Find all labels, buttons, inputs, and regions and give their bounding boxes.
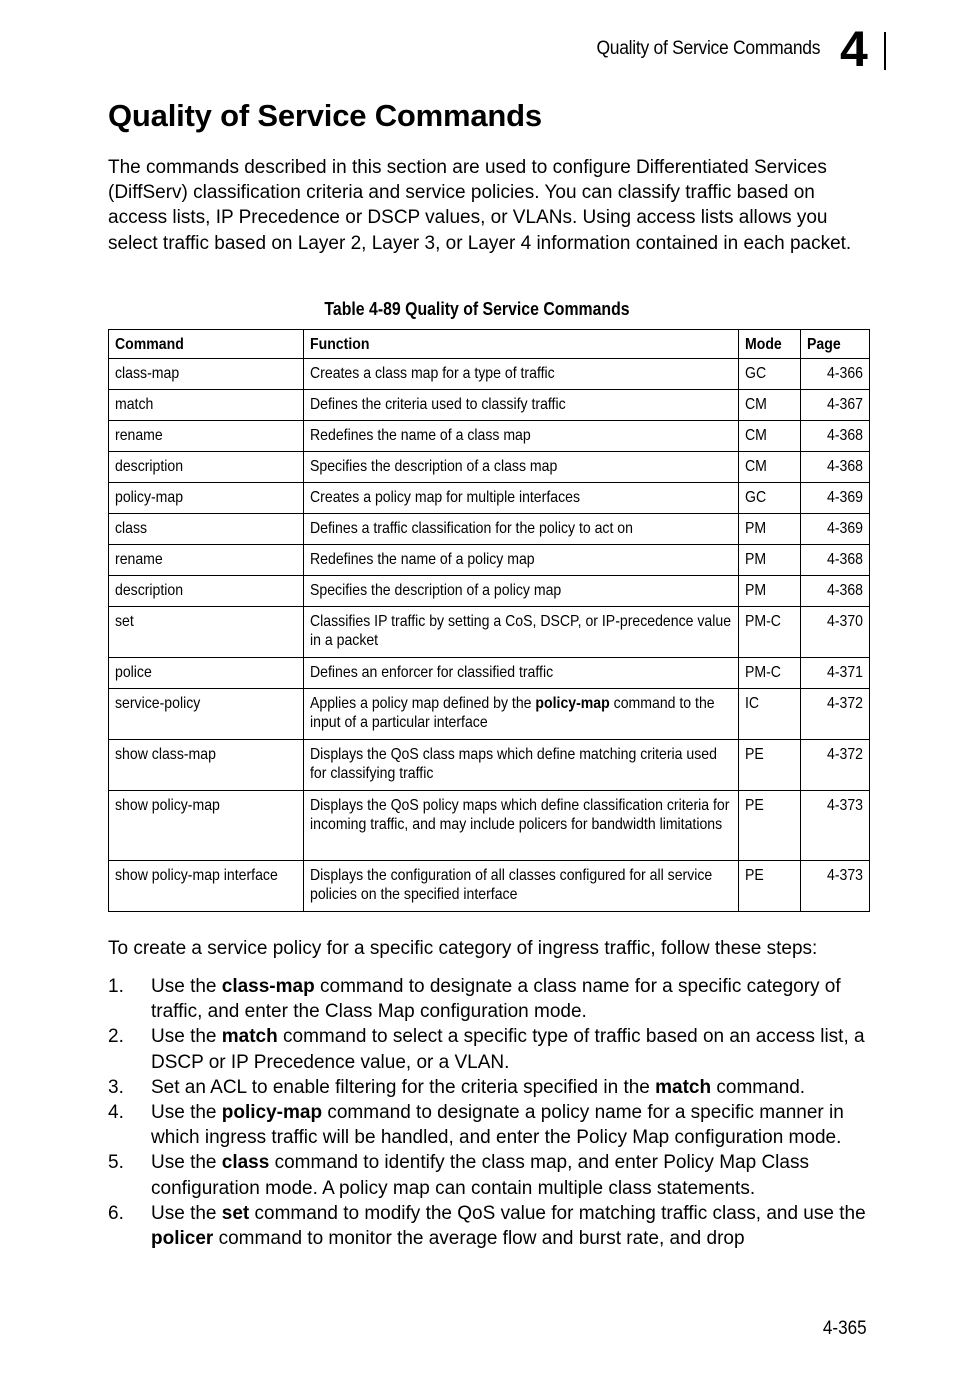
command-cell: set: [109, 607, 304, 658]
page-cell: 4-369: [801, 514, 870, 545]
page-number: 4-365: [823, 1318, 867, 1339]
command-keyword: set: [221, 1202, 250, 1224]
running-header-title: Quality of Service Commands: [596, 38, 820, 59]
table-header-row: [109, 330, 870, 359]
mode-cell: PE: [739, 791, 801, 861]
table-row: [109, 545, 870, 576]
step-text: command to monitor the average flow and burst rate, and drop: [213, 1228, 745, 1250]
command-keyword: policer: [151, 1228, 214, 1250]
command-cell: show class-map: [109, 740, 304, 791]
step-text: Use the: [151, 1152, 222, 1174]
command-cell: description: [109, 576, 304, 607]
table-row: [109, 689, 870, 740]
step-number: 4.: [108, 1102, 124, 1124]
chapter-number: 4: [840, 21, 868, 77]
table-body: [109, 359, 870, 912]
column-header-mode: Mode: [739, 330, 801, 359]
page-cell: 4-370: [801, 607, 870, 658]
function-cell: Displays the QoS policy maps which define classification criteria for incoming traffic, and may include policers for bandwidth limitations: [304, 791, 739, 861]
function-cell: Defines an enforcer for classified traffic: [304, 658, 739, 689]
command-cell: show policy-map: [109, 791, 304, 861]
qos-commands-table: [108, 329, 870, 912]
step-text: command.: [711, 1076, 806, 1098]
function-cell: Creates a class map for a type of traffic: [304, 359, 739, 390]
command-cell: rename: [109, 545, 304, 576]
step-text: command to modify the QoS value for matching traffic class, and use the: [249, 1202, 866, 1224]
page-cell: 4-368: [801, 545, 870, 576]
mode-cell: PE: [739, 861, 801, 912]
step-number: 6.: [108, 1202, 124, 1224]
page-cell: 4-368: [801, 421, 870, 452]
page-title: Quality of Service Commands: [108, 98, 542, 133]
command-cell: description: [109, 452, 304, 483]
mode-cell: CM: [739, 452, 801, 483]
function-cell: Classifies IP traffic by setting a CoS, DSCP, or IP-precedence value in a packet: [304, 607, 739, 658]
command-keyword: match: [655, 1076, 712, 1098]
command-keyword: class-map: [221, 976, 315, 997]
step-item: [108, 1075, 874, 1100]
step-text: Use the: [151, 1026, 222, 1048]
step-item: [108, 1201, 874, 1251]
mode-cell: GC: [739, 483, 801, 514]
page-cell: 4-367: [801, 390, 870, 421]
function-cell: Creates a policy map for multiple interfaces: [304, 483, 739, 514]
function-text: Applies a policy map defined by the: [310, 695, 536, 712]
page-cell: 4-366: [801, 359, 870, 390]
table-row: [109, 576, 870, 607]
command-cell: rename: [109, 421, 304, 452]
command-cell: service-policy: [109, 689, 304, 740]
mode-cell: PM-C: [739, 658, 801, 689]
step-number: 1.: [108, 976, 124, 997]
command-cell: show policy-map interface: [109, 861, 304, 912]
steps-intro: To create a service policy for a specific category of ingress traffic, follow these steps:: [108, 938, 818, 959]
command-keyword: policy-map: [535, 695, 610, 712]
mode-cell: PM-C: [739, 607, 801, 658]
column-header-function: Function: [304, 330, 739, 359]
step-text: command to designate a policy name for a specific manner in which ingress traffic will be handled, and enter the Policy Map configuration mode.: [151, 1102, 844, 1149]
chapter-tab: [838, 21, 886, 77]
command-cell: police: [109, 658, 304, 689]
mode-cell: PM: [739, 545, 801, 576]
table-caption: Table 4-89 Quality of Service Commands: [324, 299, 630, 319]
mode-cell: GC: [739, 359, 801, 390]
command-cell: class-map: [109, 359, 304, 390]
function-cell: [304, 689, 739, 740]
column-header-command: Command: [109, 330, 304, 359]
table-row: [109, 658, 870, 689]
table-row: [109, 359, 870, 390]
command-keyword: class: [221, 1152, 270, 1174]
step-text: Set an ACL to enable filtering for the criteria specified in the: [151, 1076, 656, 1098]
table-row: [109, 452, 870, 483]
function-cell: Defines the criteria used to classify traffic: [304, 390, 739, 421]
page-cell: 4-373: [801, 791, 870, 861]
table-row: [109, 514, 870, 545]
step-text: Use the: [151, 1202, 222, 1224]
function-cell: Redefines the name of a class map: [304, 421, 739, 452]
step-item: [108, 1100, 874, 1150]
function-text: command to the input of a particular interface: [310, 695, 715, 731]
mode-cell: IC: [739, 689, 801, 740]
function-cell: Specifies the description of a policy map: [304, 576, 739, 607]
table-row: [109, 483, 870, 514]
intro-paragraph: The commands described in this section are used to configure Differentiated Services (DiffServ) classification criteria and service policies. You can classify traffic based on access lists, IP Precedence or DSCP values, or VLANs. Using access lists allows you select traffic based on Layer 2, Layer 3, or Layer 4 information contained in each packet.: [108, 157, 852, 254]
step-text: Use the: [151, 1102, 222, 1124]
page-cell: 4-373: [801, 861, 870, 912]
mode-cell: CM: [739, 421, 801, 452]
table-row: [109, 421, 870, 452]
table-row: [109, 390, 870, 421]
table-row: [109, 740, 870, 791]
page-cell: 4-368: [801, 576, 870, 607]
page-cell: 4-368: [801, 452, 870, 483]
step-item: [108, 1024, 874, 1074]
mode-cell: CM: [739, 390, 801, 421]
function-cell: Displays the configuration of all classes configured for all service policies on the specified interface: [304, 861, 739, 912]
function-cell: Displays the QoS class maps which define matching criteria used for classifying traffic: [304, 740, 739, 791]
page-cell: 4-369: [801, 483, 870, 514]
mode-cell: PM: [739, 576, 801, 607]
table-row: [109, 607, 870, 658]
page-cell: 4-372: [801, 740, 870, 791]
function-cell: Redefines the name of a policy map: [304, 545, 739, 576]
step-item: [108, 1150, 874, 1200]
page-cell: 4-372: [801, 689, 870, 740]
step-text: command to designate a class name for a specific category of traffic, and enter the Class Map configuration mode.: [151, 976, 841, 1023]
steps-list: [108, 974, 874, 1251]
mode-cell: PE: [739, 740, 801, 791]
command-cell: policy-map: [109, 483, 304, 514]
step-number: 2.: [108, 1026, 124, 1048]
command-keyword: policy-map: [221, 1102, 323, 1124]
step-text: command to select a specific type of traffic based on an access list, a DSCP or IP Precedence value, or a VLAN.: [151, 1026, 865, 1073]
step-number: 3.: [108, 1076, 124, 1098]
command-keyword: match: [221, 1026, 278, 1048]
function-cell: Specifies the description of a class map: [304, 452, 739, 483]
page-cell: 4-371: [801, 658, 870, 689]
table-row: [109, 861, 870, 912]
mode-cell: PM: [739, 514, 801, 545]
step-text: command to identify the class map, and enter Policy Map Class configuration mode. A policy map can contain multiple class statements.: [151, 1152, 809, 1199]
function-cell: Defines a traffic classification for the policy to act on: [304, 514, 739, 545]
step-number: 5.: [108, 1152, 124, 1174]
table-row: [109, 791, 870, 861]
step-item: [108, 974, 874, 1024]
command-cell: class: [109, 514, 304, 545]
command-cell: match: [109, 390, 304, 421]
column-header-page: Page: [801, 330, 870, 359]
step-text: Use the: [151, 976, 222, 997]
